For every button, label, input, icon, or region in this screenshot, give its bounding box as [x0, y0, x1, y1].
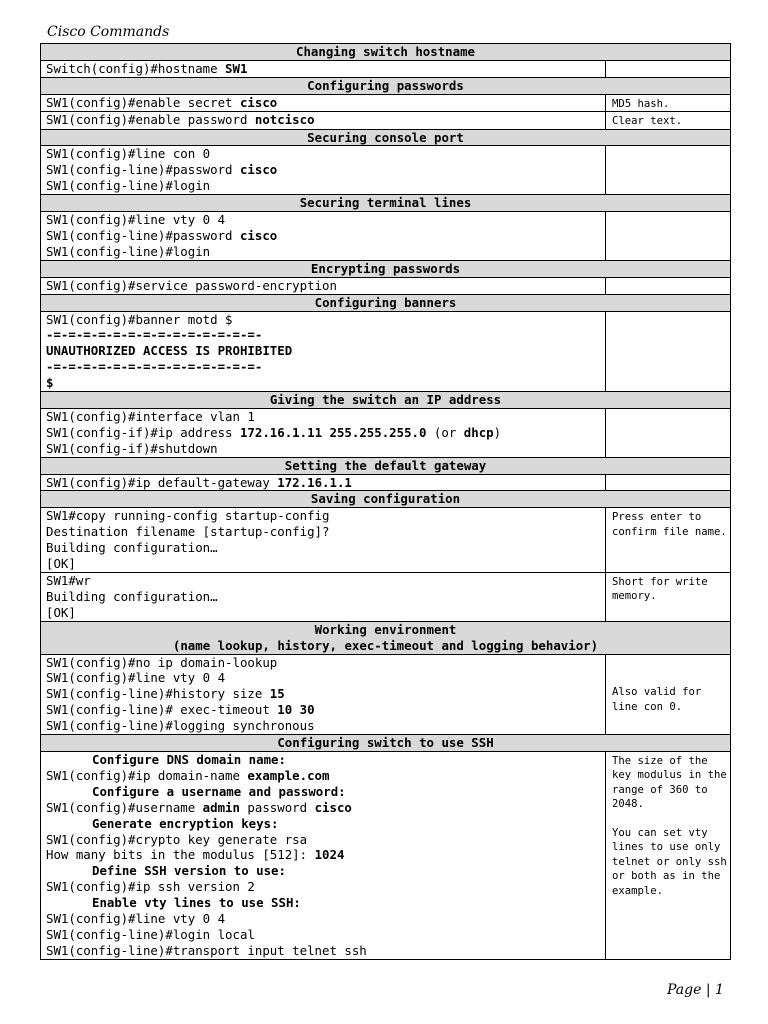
command-argument: 10 30 [277, 702, 315, 718]
command-cell [41, 654, 606, 735]
command-cell [41, 146, 606, 195]
command-line [46, 327, 605, 343]
section-header [41, 129, 731, 146]
table-row [41, 277, 731, 294]
section-header-text: Configuring banners [314, 294, 457, 310]
command-argument: $ [46, 375, 54, 391]
command-line: Destination filename [startup-config]? [46, 524, 330, 540]
table-row [41, 60, 731, 77]
command-line: SW1(config-line)#login [46, 178, 211, 194]
command-line: SW1(config-if)#shutdown [46, 440, 218, 456]
note-cell: Clear text. [606, 112, 731, 129]
command-argument: UNAUTHORIZED ACCESS IS PROHIBITED [46, 343, 293, 359]
command-line: SW1(config)#crypto key generate rsa [46, 831, 308, 847]
section-header-row [41, 491, 731, 508]
section-header [41, 392, 731, 409]
command-line: SW1(config)#ip domain-name example.com [46, 767, 330, 783]
command-cell [41, 751, 606, 959]
command-line: SW1(config)#line vty 0 4 [46, 212, 226, 228]
note-cell: MD5 hash. [606, 94, 731, 111]
section-header [41, 294, 731, 311]
section-header-row [41, 457, 731, 474]
table-row [41, 212, 731, 261]
section-header-row [41, 735, 731, 752]
table-row [41, 94, 731, 111]
section-header-text: Saving configuration [310, 491, 461, 507]
command-line: SW1(config)#interface vlan 1 [46, 408, 255, 424]
command-line: SW1(config-line)#history size 15 [46, 686, 285, 702]
command-line: SW1(config)#service password-encryption [46, 277, 337, 293]
command-cell [41, 60, 606, 77]
command-cell [41, 277, 606, 294]
section-header-row [41, 621, 731, 654]
command-line: SW1(config-line)#logging synchronous [46, 718, 315, 734]
command-argument: 172.16.1.1 [277, 474, 352, 490]
section-header-text: Working environment [314, 621, 457, 637]
note-cell: Short for write memory. [606, 573, 731, 622]
command-line [46, 359, 605, 375]
command-cell [41, 311, 606, 392]
command-line: Building configuration… [46, 588, 218, 604]
command-line: Switch(config)#hostname SW1 [46, 60, 248, 76]
commands-table [40, 43, 731, 960]
command-line: [OK] [46, 556, 76, 572]
table-row [41, 654, 731, 735]
section-header [41, 195, 731, 212]
section-header-row [41, 294, 731, 311]
command-line: SW1(config)#no ip domain-lookup [46, 654, 278, 670]
note-cell [606, 60, 731, 77]
table-row [41, 474, 731, 491]
section-header-row [41, 129, 731, 146]
command-line: SW1(config-line)#password cisco [46, 227, 278, 243]
section-header-text: Setting the default gateway [284, 457, 487, 473]
section-header [41, 260, 731, 277]
command-line: SW1(config)#enable secret cisco [46, 94, 278, 110]
command-argument: example.com [247, 767, 330, 783]
command-line: SW1(config-line)#password cisco [46, 162, 278, 178]
section-header-text: (name lookup, history, exec-timeout and logging behavior) [172, 637, 599, 653]
section-header [41, 491, 731, 508]
command-line: Building configuration… [46, 540, 218, 556]
section-header-text: Giving the switch an IP address [269, 392, 502, 408]
note-cell [606, 408, 731, 457]
section-header-row [41, 44, 731, 61]
command-line: SW1(config-line)#login [46, 243, 211, 259]
note-cell: Press enter to confirm file name. [606, 508, 731, 573]
command-argument: cisco [239, 94, 278, 110]
section-header-text: Securing terminal lines [299, 195, 472, 211]
command-argument: notcisco [254, 112, 315, 128]
section-header-text: Securing console port [307, 129, 464, 145]
note-cell: The size of the key modulus in the range of 360 to 2048. You can set vty lines to use only telnet or only ssh or both as in the example. [606, 751, 731, 959]
command-line: SW1(config)#username admin password cisco [46, 799, 352, 815]
section-header-text: Configuring passwords [307, 77, 464, 93]
section-header-row [41, 392, 731, 409]
note-cell [606, 277, 731, 294]
command-line [46, 343, 605, 359]
table-row [41, 311, 731, 392]
section-header-row [41, 195, 731, 212]
command-argument: -=-=-=-=-=-=-=-=-=-=-=-=-=-=- [46, 359, 263, 375]
command-cell [41, 112, 606, 129]
command-line: [OK] [46, 604, 76, 620]
table-row [41, 146, 731, 195]
section-header-text: Encrypting passwords [310, 260, 461, 276]
command-argument: SW1 [225, 60, 248, 76]
step-heading: Configure DNS domain name: [92, 751, 286, 767]
table-row [41, 573, 731, 622]
document-title: Cisco Commands [47, 24, 170, 40]
command-argument: cisco [239, 227, 278, 243]
command-line: SW1(config-line)#login local [46, 926, 255, 942]
command-argument: -=-=-=-=-=-=-=-=-=-=-=-=-=-=- [46, 327, 263, 343]
command-cell [41, 212, 606, 261]
note-cell [606, 212, 731, 261]
command-argument: admin [202, 799, 240, 815]
note-cell: Also valid for line con 0. [606, 654, 731, 735]
command-line: SW1#copy running-config startup-config [46, 508, 330, 524]
command-line [46, 375, 605, 391]
command-line: SW1(config)#line vty 0 4 [46, 911, 226, 927]
section-header [41, 621, 731, 654]
section-header-row [41, 260, 731, 277]
note-cell [606, 146, 731, 195]
section-header-text: Changing switch hostname [295, 44, 476, 59]
table-row [41, 112, 731, 129]
command-argument: cisco [239, 162, 278, 178]
command-line: SW1(config)#line vty 0 4 [46, 670, 226, 686]
command-line: SW1(config-line)# exec-timeout 10 30 [46, 702, 315, 718]
command-argument: 1024 [314, 847, 345, 863]
command-argument: dhcp [463, 424, 494, 440]
command-cell [41, 474, 606, 491]
command-argument: cisco [314, 799, 352, 815]
step-heading: Define SSH version to use: [92, 863, 286, 879]
table-row [41, 751, 731, 959]
command-line: SW1(config)#ip default-gateway 172.16.1.1 [46, 474, 352, 490]
command-cell [41, 508, 606, 573]
command-line: SW1(config)#banner motd $ [46, 311, 233, 327]
note-cell [606, 474, 731, 491]
command-line: SW1(config-if)#ip address 172.16.1.11 255.255.255.0 (or dhcp) [46, 424, 502, 440]
step-heading: Configure a username and password: [92, 783, 346, 799]
section-header [41, 735, 731, 752]
command-cell [41, 408, 606, 457]
command-line: SW1(config)#ip ssh version 2 [46, 879, 255, 895]
command-line: SW1#wr [46, 573, 91, 588]
table-row [41, 408, 731, 457]
command-argument: 172.16.1.11 255.255.255.0 [239, 424, 427, 440]
command-line: SW1(config)#enable password notcisco [46, 112, 315, 128]
command-cell [41, 94, 606, 111]
step-heading: Enable vty lines to use SSH: [92, 895, 301, 911]
page-number: Page | 1 [667, 982, 724, 998]
section-header-text: Configuring switch to use SSH [277, 735, 494, 751]
note-cell [606, 311, 731, 392]
section-header [41, 457, 731, 474]
section-header [41, 77, 731, 94]
section-header-row [41, 77, 731, 94]
step-heading: Generate encryption keys: [92, 815, 279, 831]
table-row [41, 508, 731, 573]
command-line: How many bits in the modulus [512]: 1024 [46, 847, 345, 863]
command-line: SW1(config-line)#transport input telnet ssh [46, 942, 367, 958]
command-line: SW1(config)#line con 0 [46, 146, 211, 162]
command-cell [41, 573, 606, 622]
command-argument: 15 [269, 686, 285, 702]
section-header [41, 44, 731, 61]
